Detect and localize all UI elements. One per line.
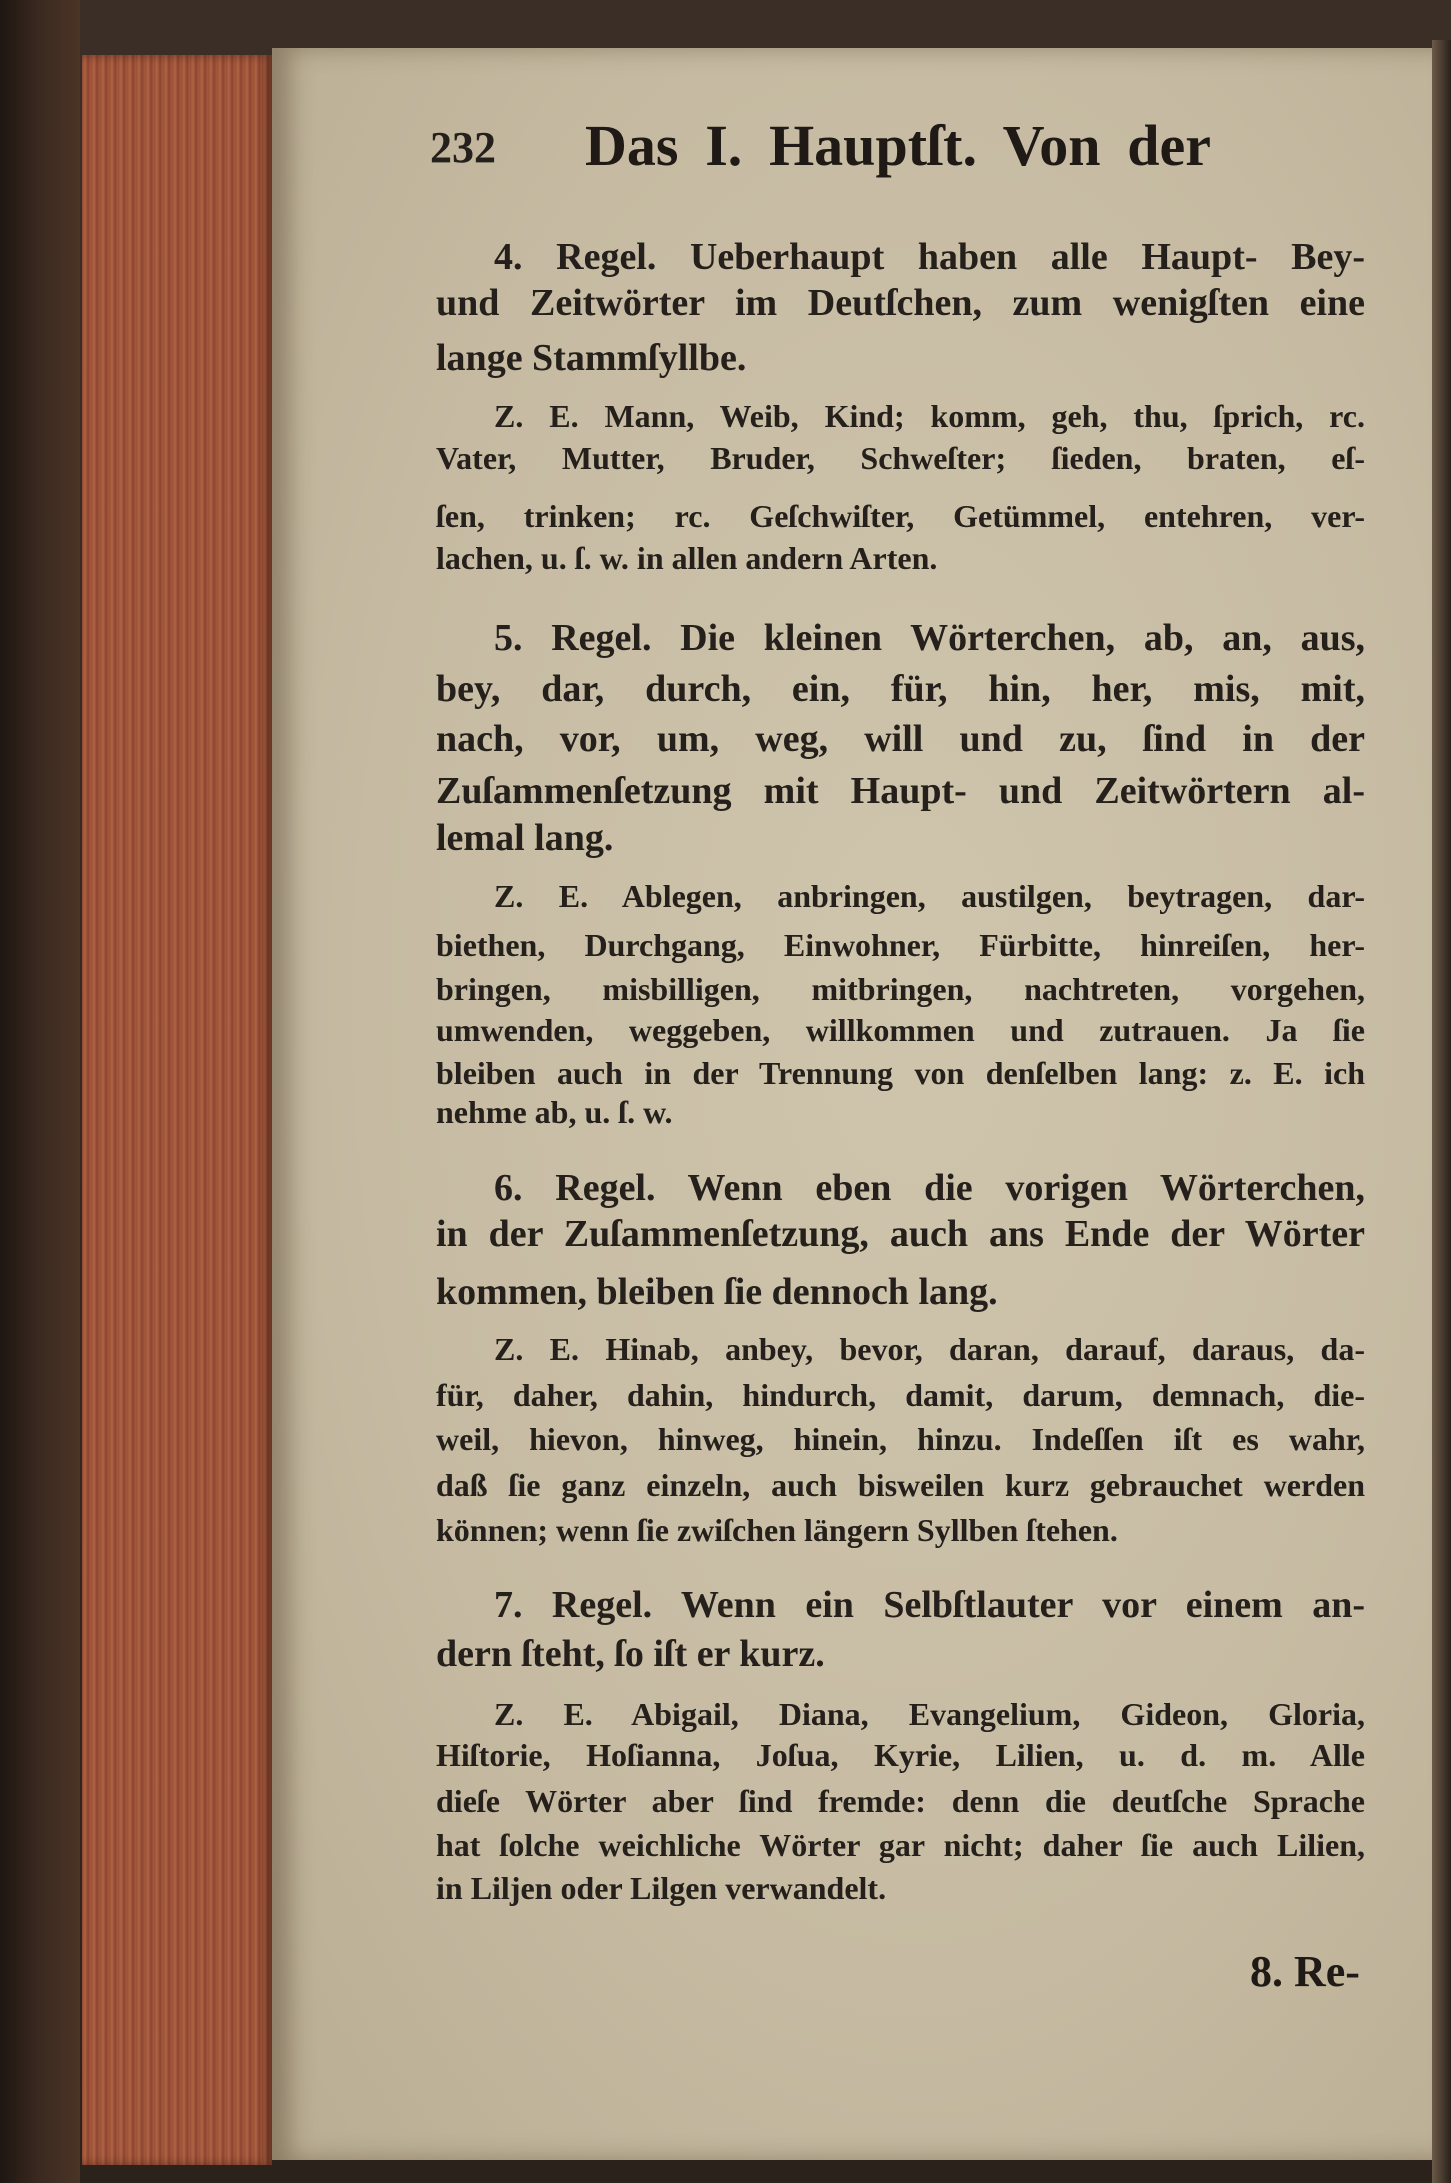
- example-text-line: Z. E. Mann, Weib, Kind; komm, geh, thu, ſprich, rc.: [494, 398, 1365, 434]
- rule-text-line: dern ſteht, ſo iſt er kurz.: [436, 1633, 825, 1675]
- example-text-line: weil, hievon, hinweg, hinein, hinzu. Indeſſen iſt es wahr,: [436, 1421, 1365, 1457]
- page-number: 232: [430, 123, 496, 172]
- example-text-line: Z. E. Abigail, Diana, Evangelium, Gideon, Gloria,: [494, 1696, 1365, 1732]
- rule-text-line: in der Zuſammenſetzung, auch ans Ende der Wörter: [436, 1213, 1365, 1255]
- page-edges: [82, 55, 272, 2165]
- example-text-line: Z. E. Ablegen, anbringen, austilgen, beytragen, dar-: [494, 878, 1365, 914]
- example-text-line: biethen, Durchgang, Einwohner, Fürbitte, hinreiſen, her-: [436, 927, 1365, 963]
- example-text-line: bringen, misbilligen, mitbringen, nachtreten, vorgehen,: [436, 971, 1365, 1007]
- example-text-line: umwenden, weggeben, willkommen und zutrauen. Ja ſie: [436, 1012, 1365, 1048]
- rule-text-line: lemal lang.: [436, 817, 614, 859]
- example-text-line: lachen, u. ſ. w. in allen andern Arten.: [436, 540, 938, 576]
- example-text-line: können; wenn ſie zwiſchen längern Syllben ſtehen.: [436, 1512, 1118, 1548]
- example-text-line: hat ſolche weichliche Wörter gar nicht; daher ſie auch Lilien,: [436, 1827, 1365, 1863]
- rule-text-line: 6. Regel. Wenn eben die vorigen Wörterchen,: [494, 1167, 1365, 1209]
- right-book-edge: [1432, 40, 1451, 2183]
- rule-text-line: bey, dar, durch, ein, für, hin, her, mis, mit,: [436, 668, 1365, 710]
- example-text-line: in Liljen oder Lilgen verwandelt.: [436, 1870, 887, 1906]
- example-text-line: dieſe Wörter aber ſind fremde: denn die deutſche Sprache: [436, 1783, 1365, 1819]
- rule-text-line: lange Stammſyllbe.: [436, 337, 747, 379]
- book-spine: [0, 0, 80, 2183]
- example-text-line: für, daher, dahin, hindurch, damit, darum, demnach, die-: [436, 1377, 1365, 1413]
- running-title: Das I. Hauptſt. Von der: [585, 113, 1211, 178]
- example-text-line: nehme ab, u. ſ. w.: [436, 1094, 673, 1130]
- rule-text-line: kommen, bleiben ſie dennoch lang.: [436, 1271, 998, 1313]
- rule-text-line: 7. Regel. Wenn ein Selbſtlauter vor einem an-: [494, 1584, 1365, 1626]
- catchword: 8. Re-: [1250, 1947, 1360, 1996]
- example-text-line: Z. E. Hinab, anbey, bevor, daran, darauf, daraus, da-: [494, 1331, 1365, 1367]
- rule-text-line: nach, vor, um, weg, will und zu, ſind in der: [436, 718, 1365, 760]
- example-text-line: daß ſie ganz einzeln, auch bisweilen kurz gebrauchet werden: [436, 1467, 1365, 1503]
- rule-text-line: und Zeitwörter im Deutſchen, zum wenigſten eine: [436, 282, 1365, 324]
- example-text-line: Vater, Mutter, Bruder, Schweſter; ſieden, braten, eſ-: [436, 440, 1365, 476]
- example-text-line: Hiſtorie, Hoſianna, Joſua, Kyrie, Lilien, u. d. m. Alle: [436, 1737, 1365, 1773]
- example-text-line: bleiben auch in der Trennung von denſelben lang: z. E. ich: [436, 1055, 1365, 1091]
- rule-text-line: Zuſammenſetzung mit Haupt- und Zeitwörtern al-: [436, 770, 1365, 812]
- example-text-line: ſen, trinken; rc. Geſchwiſter, Getümmel, entehren, ver-: [436, 498, 1365, 534]
- rule-text-line: 4. Regel. Ueberhaupt haben alle Haupt- Bey-: [494, 236, 1365, 278]
- rule-text-line: 5. Regel. Die kleinen Wörterchen, ab, an, aus,: [494, 617, 1365, 659]
